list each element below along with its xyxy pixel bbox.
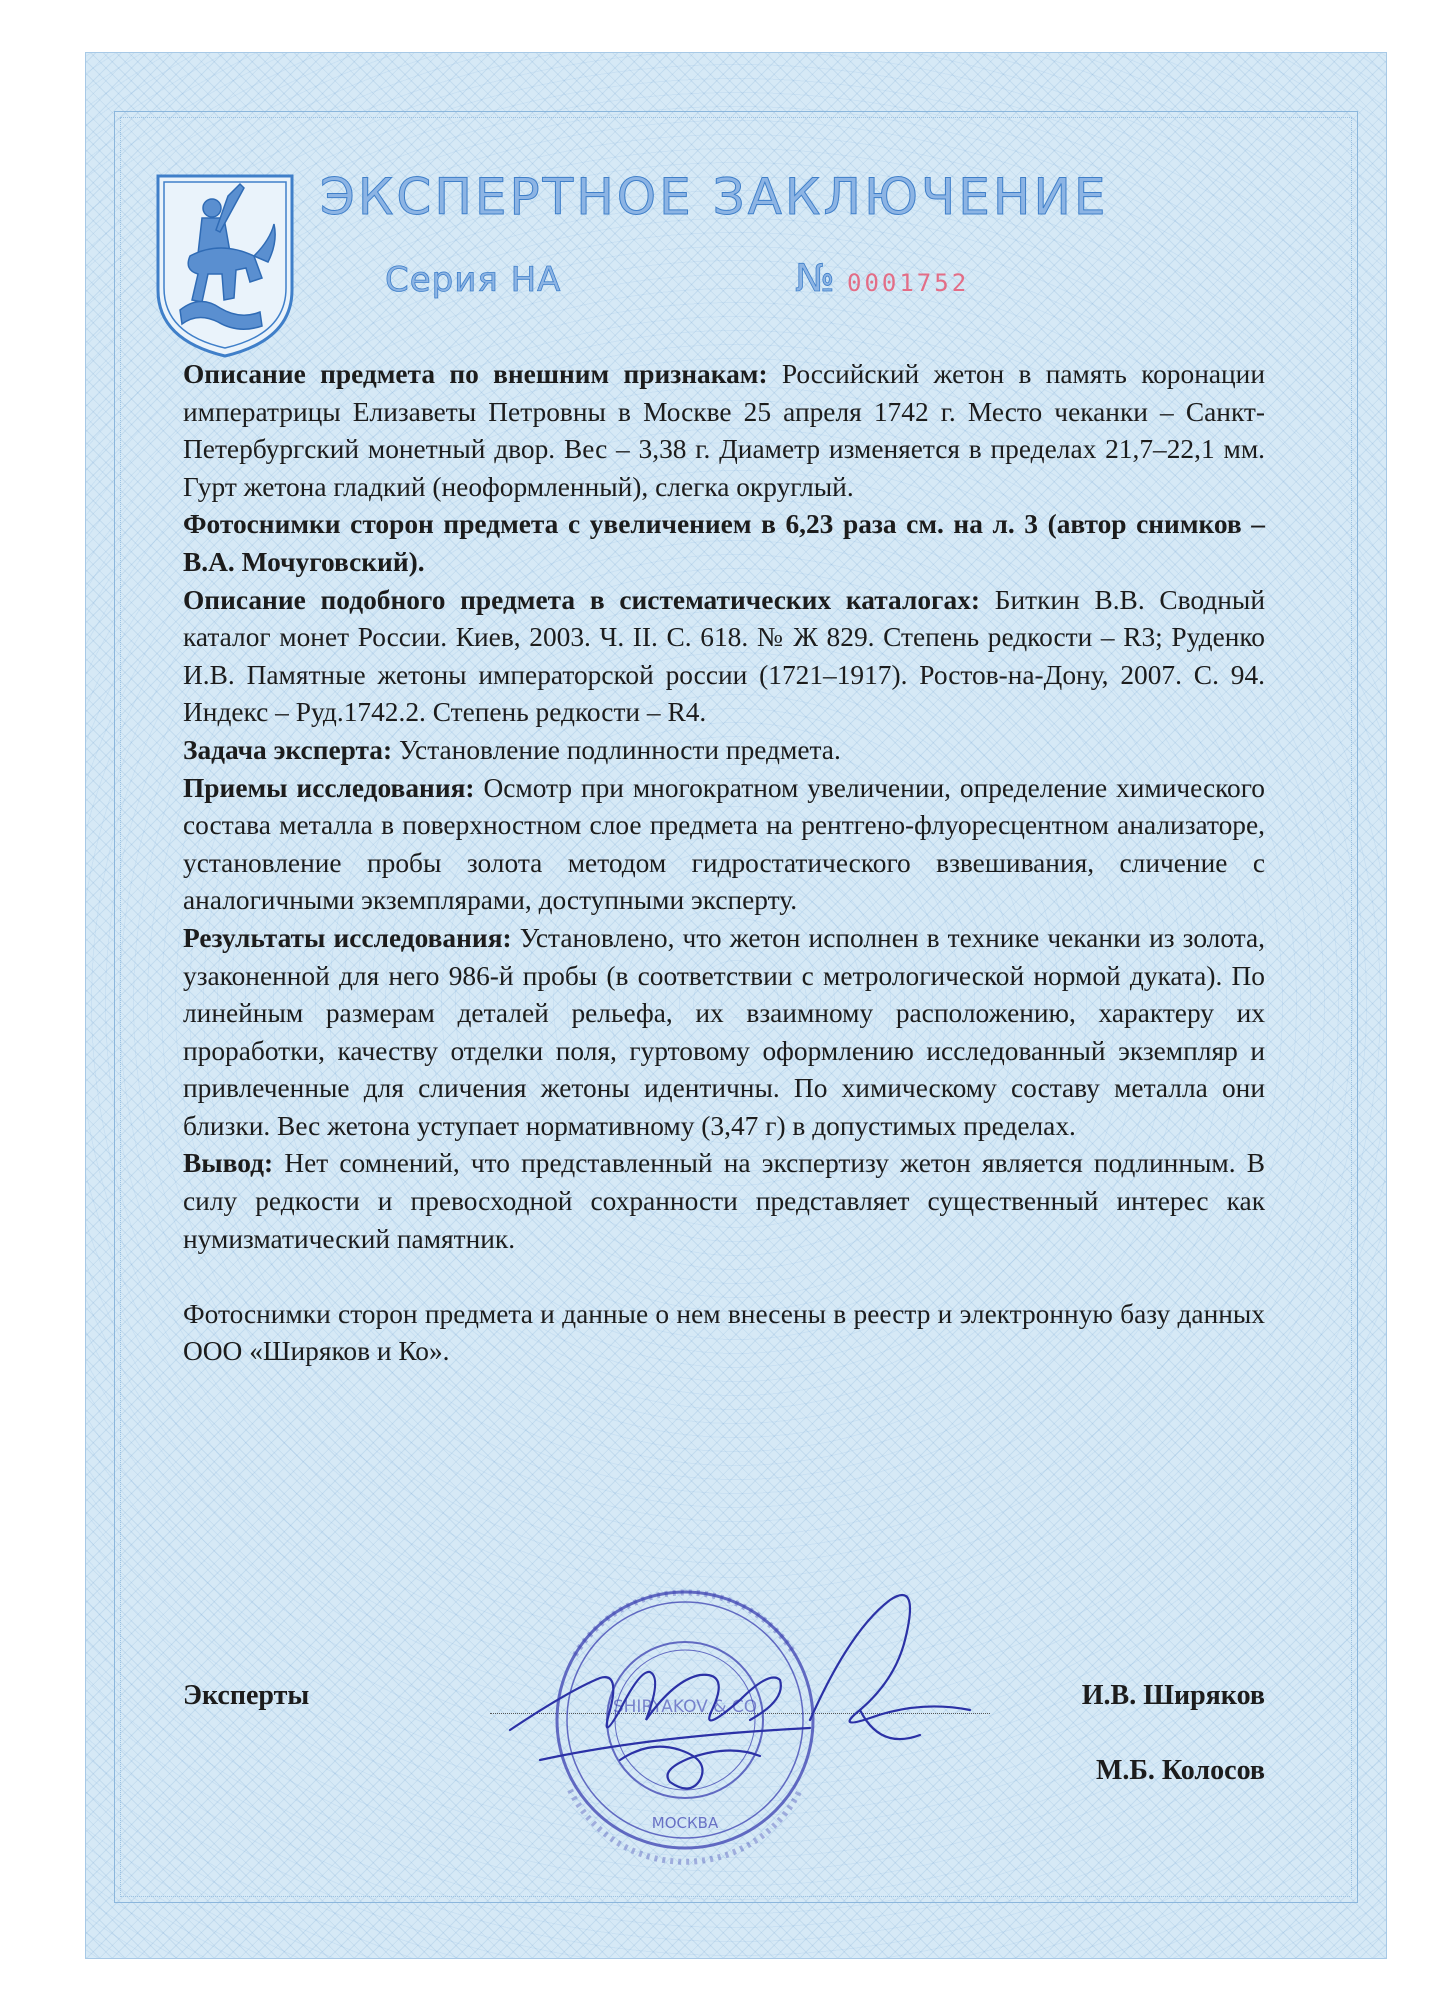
- number-sign: №: [795, 256, 835, 300]
- section-photos: [183, 506, 1265, 581]
- section-label: Вывод:: [183, 1148, 274, 1179]
- section-label: Фотоснимки сторон предмета с увеличением в 6,23 раза см. на л. 3 (автор снимков – В.А. Мочуговский).: [183, 509, 1265, 577]
- section-text: Нет сомнений, что представленный на экспертизу жетон является подлинным. В силу редкости и превосходной сохранности представляет существенный интерес как нумизматический памятник.: [183, 1148, 1265, 1254]
- section-methods: [183, 770, 1265, 920]
- section-text: Биткин В.В. Сводный каталог монет России. Киев, 2003. Ч. II. С. 618. № Ж 829. Степень редкости – R3; Руденко И.В. Памятные жетоны императорской россии (1721–1917). Ростов-на-Дону, 2007. С. 94. Индекс – Руд.1742.2. Степень редкости – R4.: [183, 584, 1265, 728]
- section-catalogs: [183, 582, 1265, 732]
- section-label: Приемы исследования:: [183, 772, 475, 803]
- section-task: [183, 732, 1265, 770]
- section-text: Установлено, что жетон исполнен в технике чеканки из золота, узаконенной для него 986-й пробы (в соответствии с метрологической нормой дуката). По линейным размерам деталей рельефа, их взаимному расположению, характеру их проработки, качеству отделки поля, гуртовому оформлению исследованный экземпляр и привлеченные для сличения жетоны идентичны. По химическому составу металла они близки. Вес жетона уступает нормативному (3,47 г) в допустимых пределах.: [183, 922, 1265, 1141]
- section-conclusion: [183, 1145, 1265, 1258]
- experts-label: Эксперты: [183, 1680, 310, 1711]
- signature-line: [490, 1713, 990, 1714]
- series-label: Серия НА: [385, 260, 562, 300]
- certificate-number: 0001752: [847, 269, 970, 297]
- seal-city-text: МОСКВА: [651, 1814, 719, 1832]
- moscow-coat-of-arms-icon: [150, 170, 300, 360]
- certificate-body: [183, 356, 1265, 1371]
- paragraph-gap: [183, 1258, 1265, 1296]
- section-label: Задача эксперта:: [183, 734, 393, 765]
- expert-name-1: И.В. Ширяков: [1081, 1680, 1265, 1711]
- section-label: Описание предмета по внешним признакам:: [183, 359, 768, 389]
- section-text: Российский жетон в память коронации императрицы Елизаветы Петровны в Москве 25 апреля 1742 г. Место чеканки – Санкт-Петербургский монетный двор. Вес – 3,38 г. Диаметр изменяется в пределах 21,7–22,1 мм. Гурт жетона гладкий (неоформленный), слегка округлый.: [183, 359, 1265, 502]
- section-text: Установление подлинности предмета.: [392, 734, 841, 765]
- registry-note: Фотоснимки сторон предмета и данные о нем внесены в реестр и электронную базу данных ООО «Ширяков и Ко».: [183, 1298, 1265, 1367]
- document-title: ЭКСПЕРТНОЕ ЗАКЛЮЧЕНИЕ: [320, 168, 1109, 226]
- section-text: Осмотр при многократном увеличении, определение химического состава металла в поверхностном слое предмета на рентгено-флуоресцентном анализаторе, установление пробы золота методом гидростатического взвешивания, сличение с аналогичными экземплярами, доступными эксперту.: [183, 772, 1265, 916]
- expert-name-2: М.Б. Колосов: [1095, 1755, 1265, 1786]
- section-label: Описание подобного предмета в систематических каталогах:: [183, 584, 980, 615]
- section-label: Результаты исследования:: [183, 922, 512, 953]
- seal-latin-text: SHIRYAKOV & CO: [612, 1697, 758, 1717]
- section-description: [183, 356, 1265, 506]
- section-results: [183, 920, 1265, 1146]
